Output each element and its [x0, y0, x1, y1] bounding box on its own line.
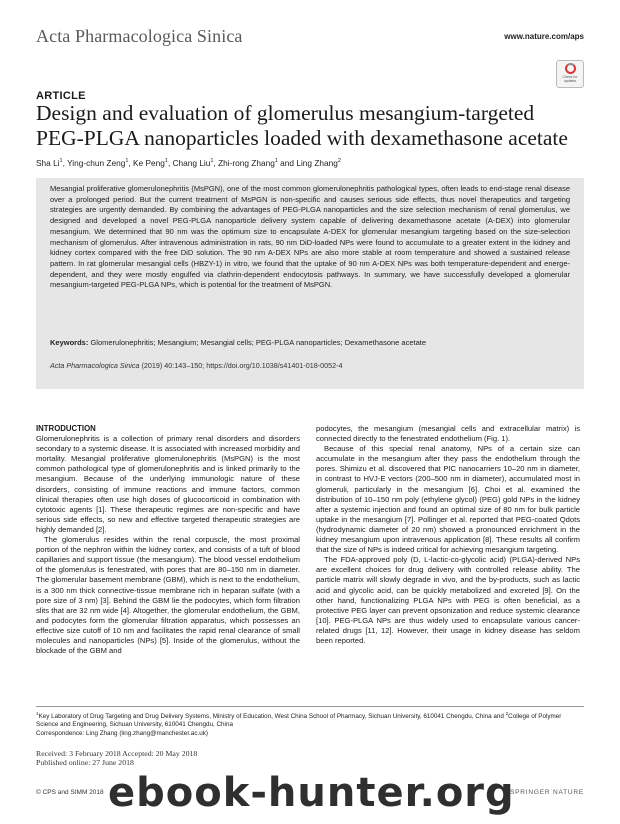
- author-name[interactable]: Zhi-rong Zhang: [218, 158, 275, 168]
- publisher-logo: SPRINGER NATURE: [510, 789, 584, 796]
- check-updates-label: Check for updates: [562, 75, 578, 83]
- check-updates-icon: [565, 63, 576, 74]
- watermark-text: ebook-hunter.org: [108, 770, 515, 816]
- author-affiliation-number: 1: [59, 158, 63, 165]
- affiliations: [36, 710, 584, 738]
- author-affiliation-number: 1: [210, 158, 214, 165]
- published-date: Published online: 27 June 2018: [36, 758, 134, 768]
- paragraph: Glomerulonephritis is a collection of primary renal disorders and disorders secondary to a systemic disease. It is associated with increased morbidity and mortality. Mesangial proliferative glomerulonephritis (MsPGN) is the most common pathological type of glomerulonephritis and is linked primarily to the mesangium. Because of the underlying immunologic nature of these disorders, consisting of immune reactions and immune factors, common clinical therapies often use high doses of glucocorticoid in combination with cytotoxic agents [1]. These therapeutic regimes are non-specific and have serious side effects, so new and effective targeted therapeutic strategies are highly demanded [2].: [36, 434, 300, 534]
- author-affiliation-number: 1: [125, 158, 129, 165]
- keywords-label: Keywords:: [50, 338, 89, 347]
- paragraph: The glomerulus resides within the renal corpuscle, the most proximal portion of the nephron within the kidney cortex, and consists of a tuft of blood capillaries and support tissue (the mesangium). The blood vessel endothelium of the glomerulus is fenestrated, with pores that are 80–150 nm in diameter. The glomerular basement membrane (GBM), which is next to the endothelium, is a 300 nm thick connective-tissue membrane rich in heparan sulfate (with a pore size of 3 nm) [3]. Behind the GBM lie the podocytes, which form filtration slits that are 32 nm wide [4]. Altogether, the glomerular endothelium, the GBM, and podocytes form the glomerular filtration apparatus, which possesses an effective size cutoff of 10 nm and facilitates the rapid renal clearance of small molecules and nanoparticles (NPs) [5]. Inside of the glomerulus, without the blockade of the GBM and: [36, 535, 300, 656]
- author-name[interactable]: Ke Peng: [133, 158, 165, 168]
- paragraph: The FDA-approved poly (D, L-lactic-co-glycolic acid) (PLGA)-derived NPs are excellent choices for drug delivery with controlled release ability. The particle matrix will slowly degrade in vivo, and the by-products, such as lactic acid and glycolic acid, can be quickly metabolized and excreted [9]. On the other hand, functionalizing PLGA NPs with PEG is often beneficial, as a protective PEG layer can prevent opsonization and reduce systemic clearance [10]. PEG-PLGA NPs are thus widely used to encapsulate various cancer-related drugs [11, 12]. However, their usage in kidney disease has seldom been reported.: [316, 555, 580, 645]
- journal-name: Acta Pharmacologica Sinica: [36, 26, 243, 46]
- author-name[interactable]: Sha Li: [36, 158, 60, 168]
- right-column: [316, 424, 580, 646]
- page-header: [36, 26, 584, 50]
- received-accepted-date: Received: 3 February 2018 Accepted: 20 May 2018: [36, 749, 198, 758]
- author-affiliation-number: 2: [337, 158, 341, 165]
- publication-dates: [36, 749, 197, 768]
- author-name[interactable]: Chang Liu: [172, 158, 211, 168]
- keywords: [50, 338, 570, 347]
- paragraph: podocytes, the mesangium (mesangial cells and extracellular matrix) is connected directly to the fenestrated endothelium (Fig. 1).: [316, 424, 580, 444]
- paragraph: Because of this special renal anatomy, NPs of a certain size can accumulate in the mesangium after they pass the endothelium through the pores. Shimizu et al. discovered that PIC nanocarriers 10–20 nm in diameter, in contrast to HVJ-E vectors (200–500 nm in diameter), accumulated most in glomeruli, particularly in the mesangium [6]. Choi et al. examined the distribution of 10–150 nm poly (ethylene glycol) (PEG) gold NPs in the kidney after a systemic injection and found an optimal size of 80 nm for bulk particle uptake in the mesangium [7]. Pollinger et al. reported that PEG-coated Qdots (hydrodynamic diameter of 20 nm) showed a pronounced enrichment in the kidney mesangium upon intravenous application [8]. These results all confirm that the size of NPs is indeed critical for achieving mesangium targeting.: [316, 444, 580, 555]
- copyright: © CPS and SIMM 2018: [36, 789, 104, 796]
- abstract-text: Mesangial proliferative glomerulonephritis (MsPGN), one of the most common glomerulonephritis pathological types, often leads to end-stage renal disease over a prolonged period. But the current treatment of MsPGN is non-specific and causes serious side effects, thus novel therapeutics and targeting strategies are urgently demanded. By combining the advantages of PEG-PLGA nanoparticles and the size selection mechanism of renal glomerulus, we designed and developed a novel PEG-PLGA nanoparticle delivery system capable of delivering dexamethasone acetate (A-DEX) into glomerular mesangium. We determined that 90 nm was the optimum size to encapsulate A-DEX for glomerular mesangium targeting based on the size-selection mechanism of glomerulus. After intravenous administration in rats, 90 nm DiD-loaded NPs were found to accumulate to a greater extent in the kidney and kidney cortex compared with the free DiD solution. The 90 nm A-DEX NPs are also more stable at room temperature and showed a sustained release pattern. In rat glomerular mesangial cells (HBZY-1) in vitro, we found that the uptake of 90 nm A-DEX NPs was both temperature-dependent and energe-dependent, and they were mostly engulfed via clathrin-dependent endocytosis pathways. In summary, we have successfully developed a glomerular mesangium-targeted PEG-PLGA NPs, which is potential for the treatment of MsPGN.: [50, 184, 570, 290]
- author-affiliation-number: 1: [274, 158, 278, 165]
- article-title: Design and evaluation of glomerulus mesangium-targeted PEG-PLGA nanoparticles loaded with dexamethasone acetate: [36, 101, 568, 150]
- citation-journal: Acta Pharmacologica Sinica: [50, 361, 140, 370]
- article-type-label: ARTICLE: [36, 90, 86, 102]
- author-affiliation-number: 1: [164, 158, 168, 165]
- citation: [50, 361, 570, 370]
- footnote-divider: [36, 706, 584, 707]
- left-column: [36, 424, 300, 656]
- journal-website-link[interactable]: www.nature.com/aps: [504, 32, 584, 41]
- author-list: Sha Li$^1$, Ying-chun Zeng$^1$, Ke Peng$^1$, Chang Liu$^1$, Zhi-rong Zhang$^1$ and Ling Zhang$^2$: [36, 158, 341, 168]
- abstract-box: [36, 178, 584, 389]
- citation-doi-link[interactable]: (2019) 40:143–150; https://doi.org/10.1038/s41401-018-0052-4: [139, 361, 343, 370]
- check-for-updates-button[interactable]: [556, 60, 584, 88]
- author-name[interactable]: Ling Zhang: [296, 158, 338, 168]
- introduction-heading: INTRODUCTION: [36, 424, 96, 433]
- correspondence: Correspondence: Ling Zhang (ling.zhang@manchester.ac.uk): [36, 729, 208, 737]
- affiliation-text: $^1$Key Laboratory of Drug Targeting and Drug Delivery Systems, Ministry of Education, West China School of Pharmacy, Sichuan University, 610041 Chengdu, China and $^2$College of Polymer Science and Engineering, Sichuan University, 610041 Chengdu, China: [36, 711, 562, 729]
- keywords-list: Glomerulonephritis; Mesangium; Mesangial cells; PEG-PLGA nanoparticles; Dexamethasone acetate: [90, 338, 427, 347]
- author-name[interactable]: Ying-chun Zeng: [67, 158, 126, 168]
